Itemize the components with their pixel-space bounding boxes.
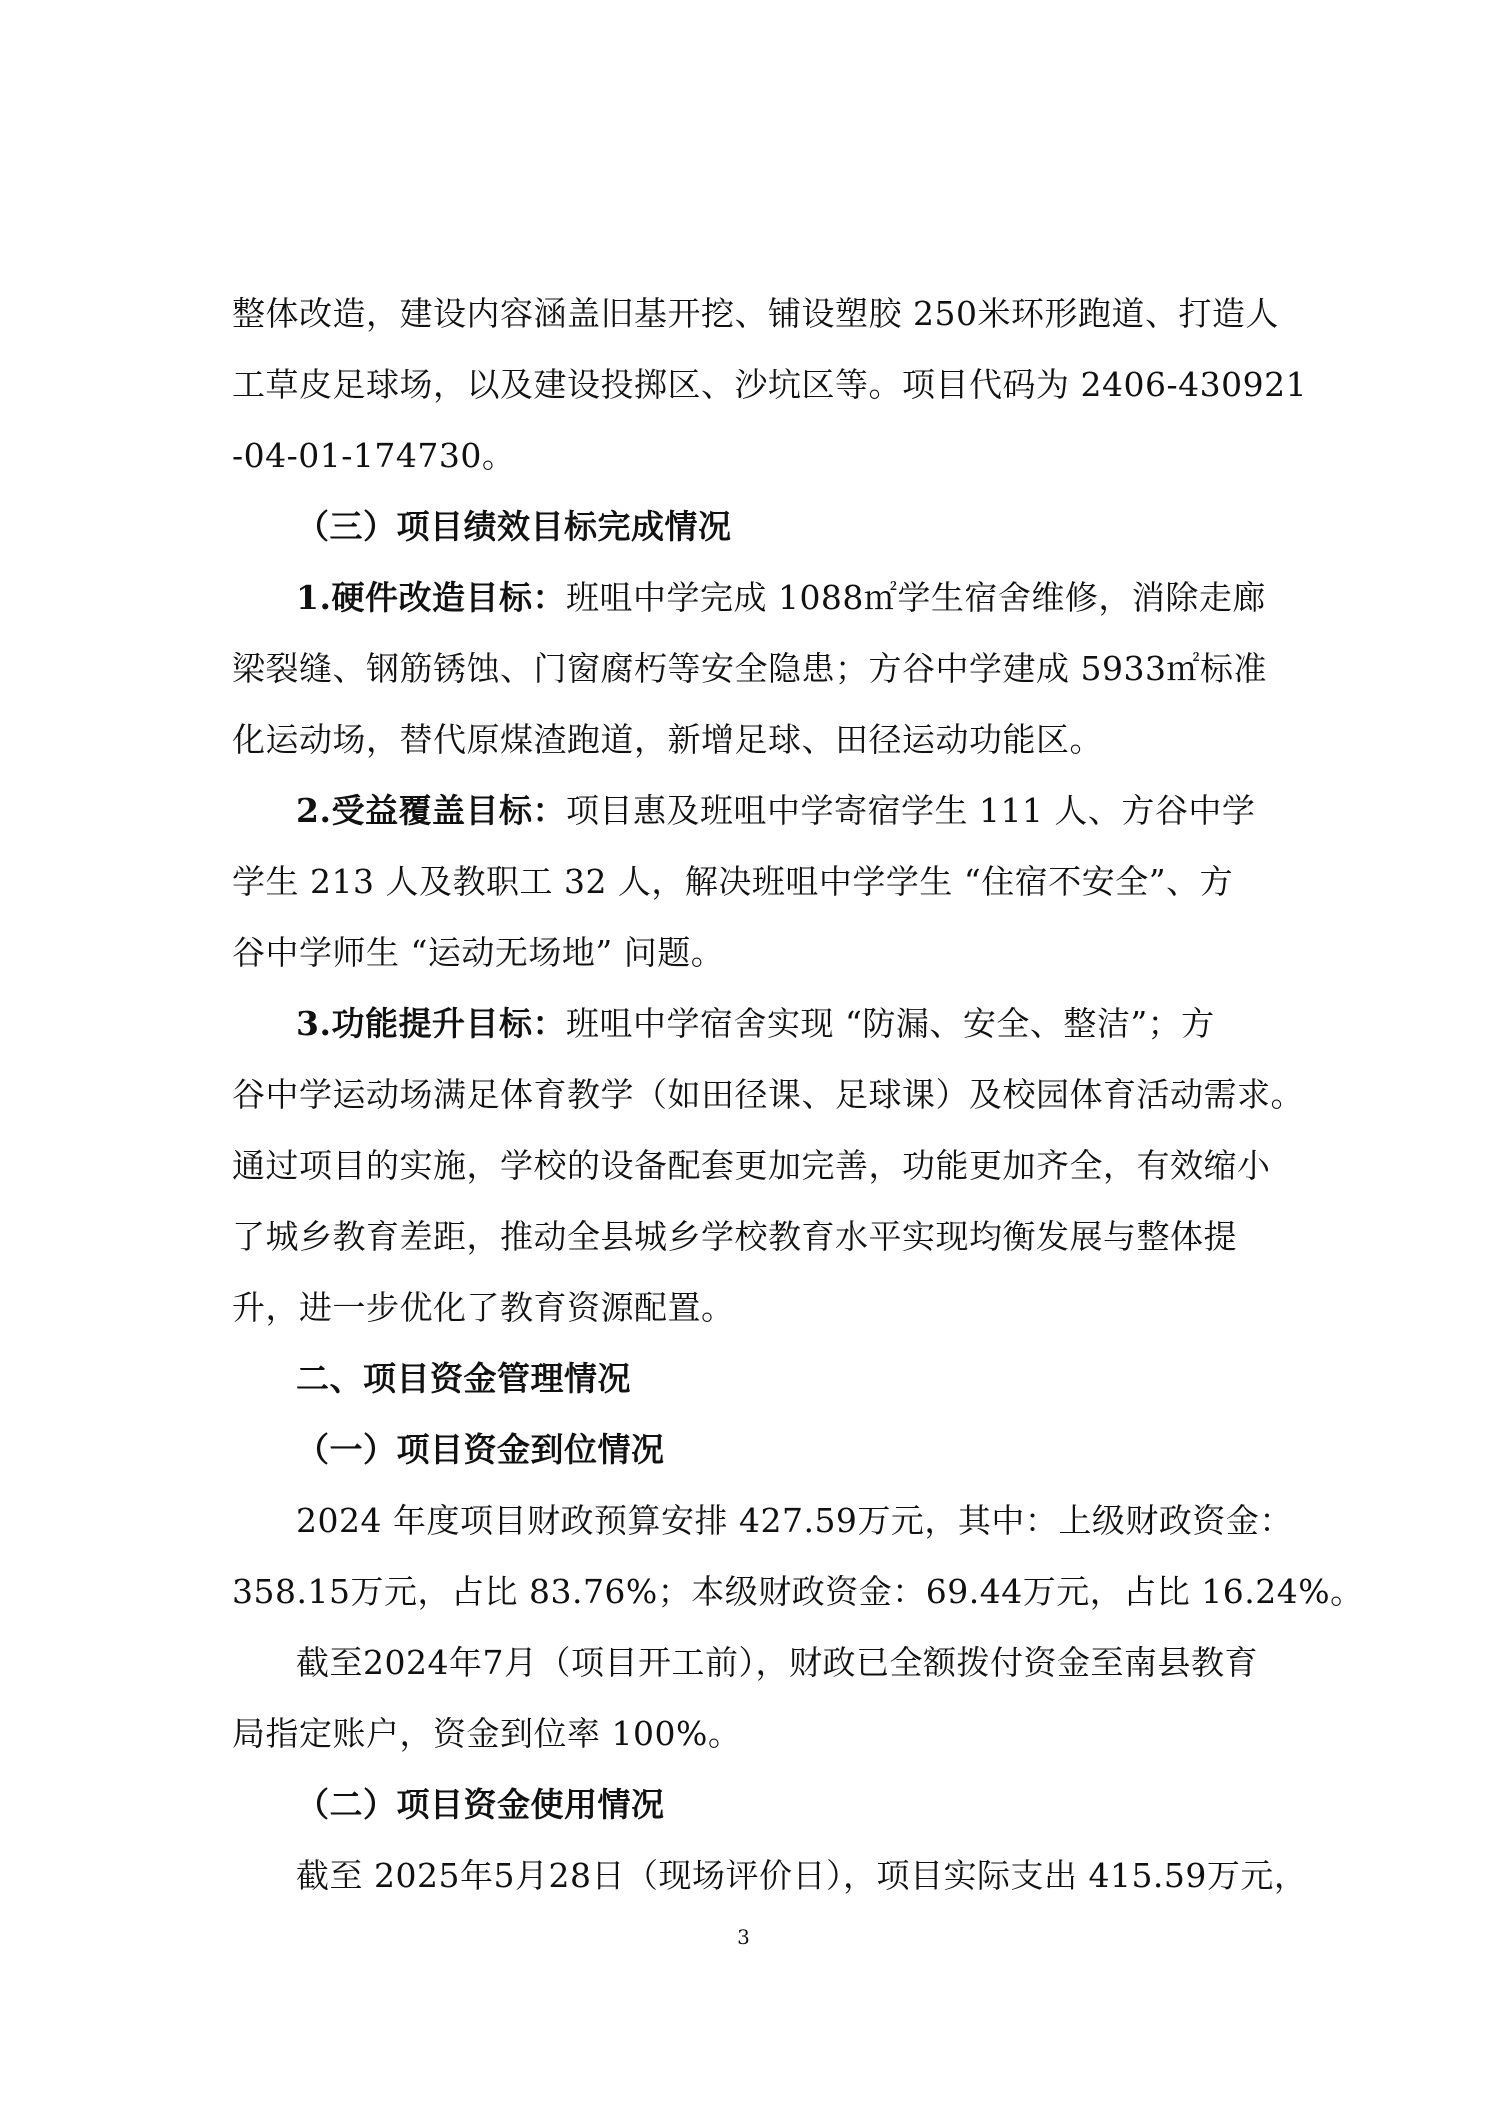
body-line: 通过项目的实施，学校的设备配套更加完善，功能更加齐全，有效缩小 [232, 1146, 1271, 1185]
goal-label: 3.功能提升目标： [296, 1004, 566, 1043]
goal-text: 项目惠及班咀中学寄宿学生 111 人、方谷中学 [565, 791, 1256, 830]
paragraph-line: 截至 2025年5月28日（现场评价日），项目实际支出 415.59万元， [296, 1856, 1308, 1895]
body-line: 了城乡教育差距，推动全县城乡学校教育水平实现均衡发展与整体提 [232, 1217, 1237, 1256]
paragraph-line: 2024 年度项目财政预算安排 427.59万元，其中：上级财政资金： [296, 1501, 1293, 1540]
body-line: 工草皮足球场，以及建设投掷区、沙坑区等。项目代码为 2406-430921 [232, 365, 1308, 404]
subsection-heading: （一）项目资金到位情况 [296, 1430, 665, 1469]
body-line: 谷中学师生 “运动无场地” 问题。 [232, 933, 725, 972]
goal-label: 2.受益覆盖目标： [296, 791, 566, 830]
paragraph-line [232, 562, 1266, 633]
paragraph-line: 截至2024年7月（项目开工前），财政已全额拨付资金至南县教育 [296, 1643, 1258, 1682]
body-line: 358.15万元，占比 83.76%；本级财政资金：69.44万元，占比 16.24%。 [232, 1572, 1364, 1611]
body-line: 学生 213 人及教职工 32 人，解决班咀中学学生 “住宿不安全”、方 [232, 862, 1234, 901]
paragraph-line [232, 775, 1262, 846]
goal-text: 班咀中学宿舍实现 “防漏、安全、整洁”；方 [565, 1004, 1215, 1043]
body-line: 谷中学运动场满足体育教学（如田径课、足球课）及校园体育活动需求。 [232, 1075, 1304, 1114]
goal-text: 班咀中学完成 1088㎡学生宿舍维修，消除走廊 [565, 578, 1266, 617]
body-line: 化运动场，替代原煤渣跑道，新增足球、田径运动功能区。 [232, 720, 1103, 759]
goal-label: 1.硬件改造目标： [296, 578, 566, 617]
subsection-heading: （二）项目资金使用情况 [296, 1785, 665, 1824]
page-number: 3 [737, 1925, 750, 1949]
section-heading: 二、项目资金管理情况 [296, 1359, 631, 1398]
body-line: 梁裂缝、钢筋锈蚀、门窗腐朽等安全隐患；方谷中学建成 5933㎡标准 [232, 649, 1267, 688]
paragraph-line [232, 988, 1262, 1059]
document-body [232, 278, 1364, 1911]
body-line: 整体改造，建设内容涵盖旧基开挖、铺设塑胶 250米环形跑道、打造人 [232, 294, 1279, 333]
section-heading: （三）项目绩效目标完成情况 [296, 507, 732, 546]
body-line: -04-01-174730。 [232, 436, 516, 475]
body-line: 局指定账户，资金到位率 100%。 [232, 1714, 742, 1753]
body-line: 升，进一步优化了教育资源配置。 [232, 1288, 735, 1327]
